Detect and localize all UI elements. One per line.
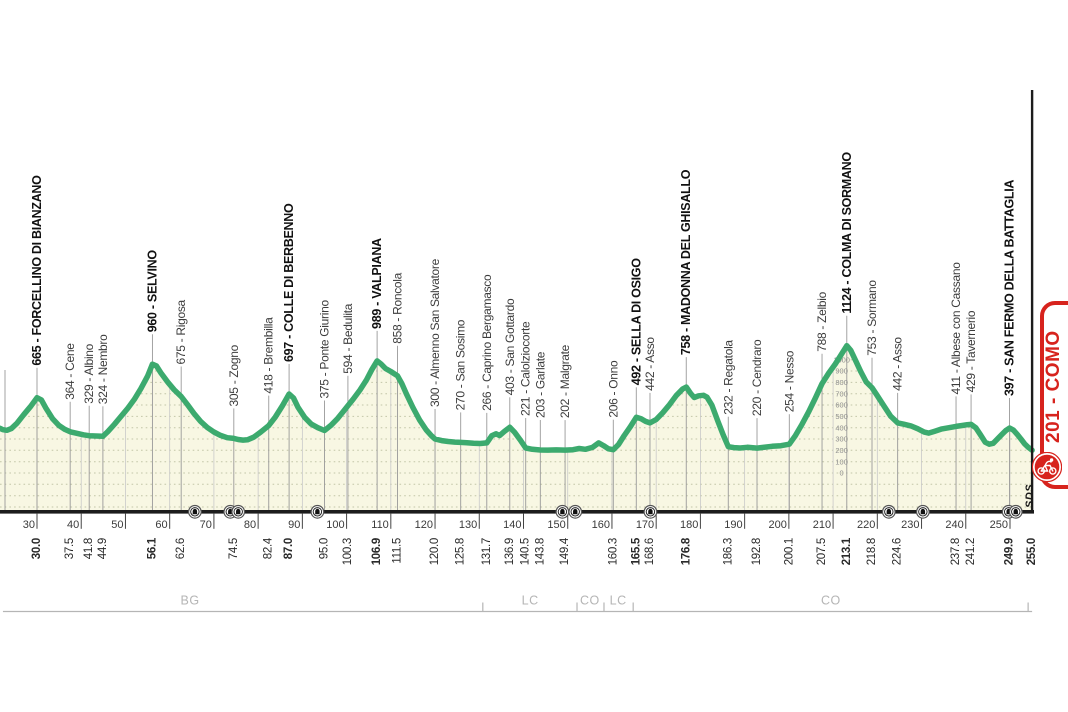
- km-tick-label: 50: [111, 518, 124, 531]
- tunnel-icon: [917, 506, 930, 519]
- distance-label: 41.8: [83, 538, 96, 560]
- distance-label: 140.5: [519, 538, 532, 566]
- tunnel-icon: [556, 506, 569, 519]
- elevation-scale-value: 700: [835, 389, 848, 399]
- waypoint-label: 788 - Zelbio: [815, 291, 830, 352]
- km-tick-label: 200: [768, 518, 787, 531]
- tunnel-icon: [569, 506, 582, 519]
- waypoint-label: 411 - Albese con Cassano: [949, 262, 964, 395]
- km-tick-label: 250: [989, 518, 1008, 531]
- km-tick-label: 180: [680, 518, 699, 531]
- distance-label: 106.9: [371, 538, 384, 566]
- waypoint-label: 397 - SAN FERMO DELLA BATTAGLIA: [1002, 179, 1017, 397]
- province-label: LC: [609, 593, 627, 608]
- waypoint-label: 300 - Almenno San Salvatore: [428, 259, 443, 408]
- distance-label: 74.5: [227, 538, 240, 560]
- province-label: CO: [820, 593, 841, 608]
- distance-label: 56.1: [146, 538, 159, 560]
- waypoint-label: 203 - Garlate: [533, 351, 548, 419]
- km-tick-label: 240: [945, 518, 964, 531]
- elevation-scale-value: 900: [835, 366, 848, 376]
- elevation-scale-value: 200: [835, 445, 848, 455]
- km-tick-label: 60: [155, 518, 168, 531]
- tunnel-icon: [883, 506, 896, 519]
- km-tick-label: 160: [591, 518, 610, 531]
- km-tick-label: 30: [22, 518, 35, 531]
- waypoint-label: 758 - MADONNA DEL GHISALLO: [679, 169, 694, 356]
- distance-label: 176.8: [680, 538, 693, 566]
- km-tick-label: 70: [199, 518, 212, 531]
- waypoint-label: 221 - Calolziocorte: [518, 321, 533, 416]
- tunnel-icon: [189, 506, 202, 519]
- tunnel-icon: [311, 506, 324, 519]
- x-axis: [0, 510, 1034, 514]
- distance-label: 237.8: [950, 538, 963, 566]
- waypoint-label: 429 - Tavernerio: [964, 310, 979, 393]
- distance-label: 149.4: [559, 538, 572, 566]
- waypoint-label: 232 - Regatola: [721, 340, 736, 415]
- elevation-scale-value: 300: [835, 434, 848, 444]
- waypoint-label: 1124 - COLMA DI SORMANO: [839, 152, 854, 314]
- distance-label: 95.0: [318, 538, 331, 560]
- waypoint-label: 960 - SELVINO: [145, 250, 160, 333]
- distance-label: 249.9: [1003, 538, 1016, 566]
- waypoint-label: 266 - Caprino Bergamasco: [479, 274, 494, 411]
- waypoint-label: 329 - Albino: [82, 343, 97, 404]
- km-tick-label: 170: [635, 518, 655, 531]
- tunnel-icon: [1009, 506, 1022, 519]
- elevation-scale-value: 100: [835, 457, 848, 467]
- distance-label: 241.2: [965, 538, 978, 566]
- distance-label: 87.0: [283, 538, 296, 560]
- distance-label: 168.6: [643, 538, 656, 566]
- distance-label: 207.5: [816, 538, 829, 566]
- distance-label: 120.0: [429, 538, 442, 566]
- km-tick-label: 90: [288, 518, 301, 531]
- waypoint-label: 305 - Zogno: [226, 345, 241, 407]
- waypoint-label: 989 - VALPIANA: [370, 238, 385, 329]
- province-label: CO: [579, 593, 600, 608]
- distance-label: 165.5: [630, 538, 643, 566]
- distance-label: 82.4: [262, 538, 275, 560]
- designer-credit: SDS: [1024, 483, 1036, 508]
- waypoint-label: 206 - Onno: [606, 360, 621, 418]
- km-tick-label: 110: [371, 518, 389, 531]
- distance-label: 131.7: [480, 538, 493, 566]
- distance-label: 44.9: [96, 538, 109, 560]
- distance-label: 100.3: [341, 538, 354, 566]
- km-tick-label: 150: [547, 518, 566, 531]
- waypoint-label: 858 - Roncola: [390, 272, 405, 344]
- province-label: BG: [180, 593, 200, 608]
- km-tick-label: 80: [243, 518, 257, 531]
- waypoint-label: 403 - San Gottardo: [502, 298, 517, 396]
- waypoint-label: 220 - Cendraro: [750, 339, 765, 417]
- elevation-scale-value: 600: [835, 400, 848, 410]
- elevation-scale-value: 500: [835, 412, 848, 421]
- waypoint-label: 324 - Nembro: [95, 334, 110, 405]
- distance-label: 213.1: [840, 538, 853, 566]
- distance-label: 30.0: [31, 538, 43, 560]
- km-tick-label: 190: [724, 518, 743, 531]
- distance-label: 37.5: [64, 538, 77, 560]
- waypoint-label: 202 - Malgrate: [558, 344, 573, 419]
- finish-label: 201 - COMO: [1043, 330, 1064, 444]
- province-label: LC: [521, 593, 539, 608]
- distance-label: 224.6: [891, 538, 904, 566]
- km-tick-label: 230: [901, 518, 920, 531]
- distance-label: 143.8: [534, 538, 547, 566]
- km-tick-label: 220: [856, 518, 876, 531]
- distance-label: 218.8: [866, 538, 879, 566]
- km-tick-label: 100: [326, 518, 345, 531]
- km-tick-label: 210: [812, 518, 832, 531]
- km-tick-label: 120: [414, 518, 434, 531]
- waypoint-label: 442 - Asso: [890, 337, 905, 391]
- waypoint-label: 270 - San Sosimo: [453, 319, 468, 411]
- waypoint-label: 442 - Asso: [642, 337, 657, 391]
- waypoint-label: 254 - Nesso: [782, 350, 797, 413]
- waypoint-label: 418 - Brembilla: [261, 317, 276, 394]
- waypoint-label: 492 - SELLA DI OSIGO: [629, 258, 644, 386]
- tunnel-icon: [232, 506, 245, 519]
- waypoint-label: 753 - Sormano: [865, 280, 880, 356]
- distance-label: 186.3: [722, 538, 735, 566]
- waypoint-label: 594 - Bedulita: [340, 303, 355, 374]
- waypoint-label: 665 - FORCELLINO DI BIANZANO: [30, 175, 44, 366]
- elevation-scale-value: 1000: [833, 355, 850, 365]
- waypoint-label: 364 - Cene: [63, 343, 78, 400]
- distance-label: 136.9: [503, 538, 516, 566]
- distance-label: 125.8: [454, 538, 467, 566]
- distance-label: 62.6: [175, 538, 188, 560]
- elevation-scale-value: 800: [835, 378, 848, 387]
- waypoint-label: 675 - Rigosa: [174, 300, 189, 365]
- elevation-scale-value: 400: [835, 423, 848, 433]
- waypoint-label: 375 - Ponte Giurino: [317, 300, 332, 399]
- elevation-scale-value: 0: [839, 468, 844, 478]
- distance-label: 192.8: [751, 538, 764, 566]
- waypoint-label: 697 - COLLE DI BERBENNO: [282, 203, 297, 363]
- km-tick-label: 130: [458, 518, 478, 531]
- distance-label: 200.1: [783, 538, 796, 566]
- distance-label: 160.3: [607, 538, 620, 566]
- tunnel-icon: [644, 506, 657, 519]
- distance-label: 255.0: [1026, 538, 1039, 566]
- km-tick-label: 40: [66, 518, 80, 531]
- distance-label: 111.5: [391, 538, 404, 564]
- km-tick-label: 140: [503, 518, 522, 531]
